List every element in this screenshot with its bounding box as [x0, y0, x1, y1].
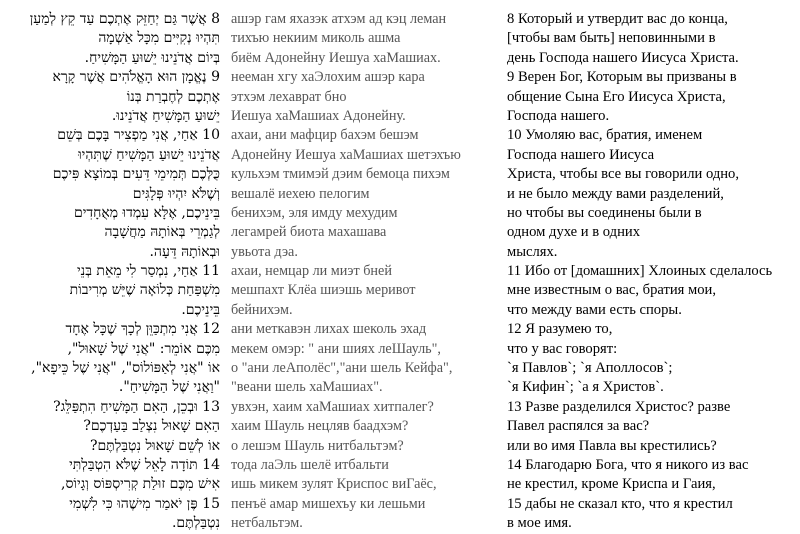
- transliteration-line: бенихэм, эля имду мехудим: [231, 204, 398, 221]
- hebrew-line: 11 אַחַי, נִמְסַר לִי מֵאֵת בְּנֵי: [76, 263, 220, 280]
- transliteration-line: ахаи, ани мафцир бахэм бешэм: [231, 127, 419, 144]
- transliteration-line: тода лаЭль шелё итбальти: [231, 456, 389, 473]
- transliteration-line: тихъю некиим миколь ашма: [231, 30, 401, 47]
- transliteration-line: "веани шель хаМашиах".: [231, 379, 383, 396]
- russian-line: 15 дабы не сказал кто, что я крестил: [507, 495, 733, 512]
- transliteration-line: хаим Шауль нецляв баадхэм?: [231, 418, 409, 435]
- transliteration-line: Адонейну Иешуа хаМашиах шетэхъю: [231, 146, 461, 163]
- russian-line: одном духе и в одних: [507, 224, 641, 241]
- russian-line: не крестил, кроме Криспа и Гаия,: [507, 476, 716, 493]
- transliteration-line: о "ани леАполёс","ани шель Кейфа",: [231, 360, 453, 377]
- russian-line: [чтобы вам быть] неповинными в: [507, 30, 716, 47]
- russian-line: `я Кифин`; `а я Христов`.: [507, 379, 664, 396]
- transliteration-line: ашэр гам яхазэк атхэм ад кэц леман: [231, 11, 447, 27]
- transliteration-line: кульхэм тмимэй дэим бемоца пихэм: [231, 166, 450, 183]
- russian-line: 10 Умоляю вас, братия, именем: [507, 127, 703, 144]
- russian-line: Павел распялся за вас?: [507, 418, 650, 435]
- russian-line: 12 Я разумею то,: [507, 321, 613, 338]
- russian-line: `я Павлов`; `я Аполлосов`;: [507, 360, 673, 377]
- hebrew-line: בֵּינֵיכֶם.: [181, 301, 220, 318]
- russian-line: мне известным о вас, братия мои,: [507, 282, 717, 299]
- hebrew-line: וּבְאוֹתָהּ דֵּעָה.: [149, 243, 220, 260]
- hebrew-line: הַאִם שָׁאוּל נִצְלַב בַּעַדְכֶם?: [83, 418, 220, 435]
- russian-line: 9 Верен Бог, Которым вы призваны в: [507, 69, 737, 86]
- transliteration-line: ани меткавэн лихах шеколь эхад: [231, 321, 427, 338]
- hebrew-line: 15 פֶּן יֹאמַר מִישֶׁהוּ כִּי לִשְׁמִי: [69, 495, 220, 512]
- transliteration-line: биём Адонейну Иешуа хаМашиах.: [231, 49, 441, 66]
- hebrew-line: כֻּלְּכֶם תְּמִימֵי דֵּעִים בְּמוֹצָא פִּיכֶם: [52, 166, 220, 183]
- russian-line: что между вами есть споры.: [507, 301, 682, 318]
- hebrew-line: 8 אֲשֶׁר גַּם יְחַזֵּק אֶתְכֶם עַד קֵץ לְמַעַן: [29, 11, 220, 27]
- russian-line: Господа нашего.: [507, 107, 610, 124]
- hebrew-line: אִישׁ מִכֶּם זוּלַת קְרִיסְפּוֹס וְגָיוֹס,: [61, 476, 220, 493]
- transliteration-line: увхэн, хаим хаМашиах хитпалег?: [231, 398, 434, 415]
- transliteration-line: легамрей биота махашава: [231, 224, 387, 241]
- transliteration-line: ахаи, немцар ли миэт бней: [231, 263, 392, 280]
- transliteration-line: нееман хгу хаЭлохим ашэр кара: [231, 69, 425, 86]
- transliteration-line: бейнихэм.: [231, 301, 293, 318]
- transliteration-line: увьота дэа.: [231, 243, 298, 260]
- hebrew-line: אוֹ לְשֵׁם שָׁאוּל נִטְבַּלְתֶּם?: [89, 437, 220, 454]
- hebrew-column: [8, 10, 220, 534]
- russian-line: 11 Ибо от [домашних] Хлоиных сделалось: [507, 263, 773, 280]
- hebrew-line: 13 וּבְכֵן, הַאִם הַמָּשִׁיחַ הִתְפַּלֵּג?: [53, 398, 220, 415]
- russian-line: 13 Разве разделился Христос? разве: [507, 398, 731, 415]
- hebrew-line: מִכֶּם אוֹמֵר: "אֲנִי שֶׁל שָׁאוּל",: [67, 340, 220, 357]
- hebrew-line: 9 נֶאֱמָן הוּא הָאֱלֹהִים אֲשֶׁר קָרָא: [52, 69, 220, 86]
- transliteration-line: мешпахт Клёа шиэшь меривот: [231, 282, 416, 299]
- russian-line: и не было между вами разделений,: [507, 185, 724, 202]
- hebrew-line: "וַאֲנִי שֶׁל הַמָּשִׁיחַ".: [118, 379, 220, 396]
- russian-column: [507, 10, 795, 534]
- russian-line: или во имя Павла вы крестились?: [507, 437, 717, 454]
- hebrew-line: מִשְׁפַּחַת כְּלוֹאָה שֶׁיֵּשׁ מְרִיבוֹת: [69, 282, 220, 299]
- hebrew-line: אוֹ "אֲנִי לְאַפּוֹלוֹס", "אֲנִי שֶׁל כֵּיפָא",: [31, 360, 220, 377]
- hebrew-line: אֲדֹנֵינוּ יֵשׁוּעַ הַמָּשִׁיחַ שֶׁתִּהְיוּ: [78, 146, 220, 163]
- hebrew-line: 12 אֲנִי מִתְכַּוֵּן לְכָךְ שֶׁכָּל אֶחָד: [65, 321, 220, 338]
- hebrew-line: אֶתְכֶם לְחֶבְרַת בְּנוֹ: [126, 88, 220, 105]
- russian-line: день Господа нашего Иисуса Христа.: [507, 49, 739, 66]
- russian-line: общение Сына Его Иисуса Христа,: [507, 88, 726, 105]
- russian-line: 14 Благодарю Бога, что я никого из вас: [507, 456, 749, 473]
- hebrew-line: וְשֶׁלֹּא יִהְיוּ פְּלָגִּים: [132, 185, 220, 202]
- hebrew-line: תִּהְיוּ נְקִיִּים מִכָּל אַשְׁמָה: [98, 30, 220, 47]
- russian-line: что у вас говорят:: [507, 340, 618, 357]
- transliteration-line: нетбальтэм.: [231, 515, 303, 532]
- russian-line: Господа нашего Иисуса: [507, 146, 655, 163]
- russian-line: в мое имя.: [507, 515, 572, 532]
- hebrew-line: בֵּינֵיכֶם, אֶלָּא עִמְדוּ מְאֻחָדִים: [73, 204, 220, 221]
- russian-line: мыслях.: [507, 243, 558, 260]
- transliteration-line: мекем омэр: " ани шиях леШауль",: [231, 340, 441, 357]
- transliteration-line: этхэм лехаврат бно: [231, 88, 347, 105]
- hebrew-line: נִטְבַּלְתֶּם.: [171, 515, 220, 532]
- transliteration-line: ишь микем зулят Криспос виГаёс,: [231, 476, 437, 493]
- transliteration-column: [231, 10, 493, 534]
- russian-line: Христа, чтобы все вы говорили одно,: [507, 166, 739, 183]
- transliteration-line: о лешэм Шауль нитбальтэм?: [231, 437, 404, 454]
- russian-line: но чтобы вы соединены были в: [507, 204, 702, 221]
- transliteration-line: Иешуа хаМашиах Адонейну.: [231, 107, 406, 124]
- russian-line: 8 Который и утвердит вас до конца,: [507, 11, 728, 27]
- hebrew-line: לְגַמְרֵי בְּאוֹתָהּ מַחֲשָׁבָה: [104, 224, 220, 241]
- transliteration-line: пенъё амар мишехъу ки лешьми: [231, 495, 426, 512]
- hebrew-line: בְּיוֹם אֲדֹנֵינוּ יֵשׁוּעַ הַמָּשִׁיחַ.: [84, 49, 220, 66]
- hebrew-line: 10 אַחַי, אֲנִי מַפְצִיר בָּכֶם בְּשֵׁם: [57, 127, 220, 144]
- hebrew-line: 14 תּוֹדָה לָאֵל שֶׁלֹּא הִטְבַּלְתִּי: [69, 456, 220, 473]
- transliteration-line: вешалё иехею пелогим: [231, 185, 370, 202]
- hebrew-line: יֵשׁוּעַ הַמָּשִׁיחַ אֲדֹנֵינוּ.: [111, 107, 220, 124]
